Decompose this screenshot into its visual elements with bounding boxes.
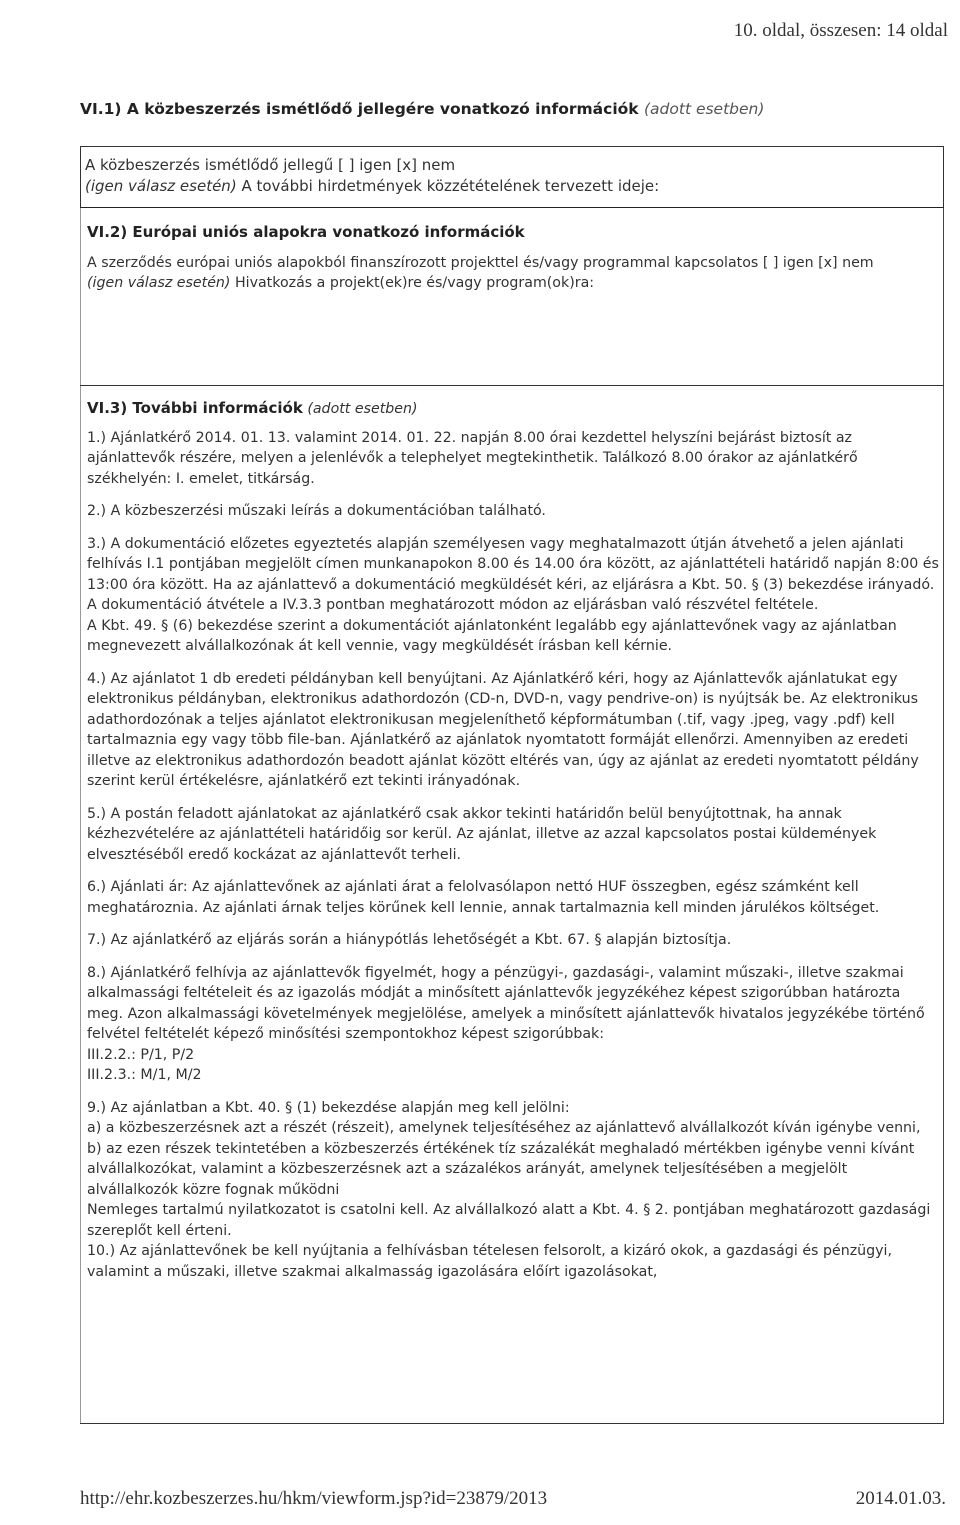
eu-funds-line: A szerződés európai uniós alapokból finanszírozott projekttel és/vagy programmal kapcsolatos [ ] igen [x] nem: [87, 254, 874, 271]
eu-project-ref-text: Hivatkozás a projekt(ek)re és/vagy program(ok)ra:: [230, 275, 595, 291]
section-vi1-title: [80, 100, 764, 118]
next-notices-line: [85, 176, 943, 197]
section-vi2-title: VI.2) Európai uniós alapokra vonatkozó információk: [87, 223, 525, 241]
section-vi2: [87, 222, 939, 294]
section-vi1-title-text: VI.1) A közbeszerzés ismétlődő jellegére vonatkozó információk: [80, 100, 639, 118]
section-divider: [80, 385, 944, 386]
further-info-paragraph: 5.) A postán feladott ajánlatokat az ajánlatkérő csak akkor tekinti határidőn belül benyújtottnak, ha annak kézhezvételére az ajánlattételi határidőig sor kerül. Az ajánlat, illetve az azzal kapcsolatos postai küldemények elvesztéséből eredő kockázat az ajánlattevőt terheli.: [87, 805, 877, 863]
footer-url: http://ehr.kozbeszerzes.hu/hkm/viewform.jsp?id=23879/2013: [80, 1488, 548, 1509]
eu-project-ref-italic: (igen válasz esetén): [87, 275, 231, 291]
recurring-procurement-line: A közbeszerzés ismétlődő jellegű [ ] igen [x] nem: [85, 156, 456, 174]
next-notices-italic: (igen válasz esetén): [85, 177, 237, 195]
section-vi3-title-text: VI.3) További információk: [87, 399, 303, 417]
frame-left-rule: [80, 208, 81, 1423]
section-vi3-title-note: (adott esetben): [307, 401, 418, 417]
further-info-paragraph: 2.) A közbeszerzési műszaki leírás a dokumentációban található.: [87, 503, 546, 519]
eu-project-ref-line: [87, 273, 939, 294]
page-number-header: 10. oldal, összesen: 14 oldal: [733, 20, 948, 41]
frame-right-rule: [943, 208, 944, 1423]
footer-date: 2014.01.03.: [855, 1488, 946, 1509]
further-info-paragraph: 1.) Ajánlatkérő 2014. 01. 13. valamint 2014. 01. 22. napján 8.00 órai kezdettel helyszíni bejárást biztosít az ajánlattevők részére, melyen a jelenlévők a telephelyet megtekinthetik. Találkozó 8.00 órakor az ajánlatkérő székhelyén: I. emelet, titkárság.: [87, 429, 858, 487]
section-vi3: [87, 398, 939, 1294]
further-info-paragraph: 7.) Az ajánlatkérő az eljárás során a hiánypótlás lehetőségét a Kbt. 67. § alapján biztosítja.: [87, 932, 732, 948]
section-vi1-title-note: (adott esetben): [644, 100, 765, 118]
further-info-paragraph: 9.) Az ajánlatban a Kbt. 40. § (1) bekezdése alapján meg kell jelölni: a) a közbeszerzésnek azt a részét (részeit), amelynek teljesítéséhez az ajánlattevő alvállalkozót kíván igénybe venni, b) az ezen részek tekintetében a közbeszerzés értékének tíz százalékát meghaladó mértékben igénybe venni kívánt alvállalkozókat, valamint a közbeszerzésnek azt a százalékos arányát, amelynek teljesítésében a megjelölt alvállalkozók közre fognak működni Nemleges tartalmú nyilatkozatot is csatolni kell. Az alvállalkozó alatt a Kbt. 4. § 2. pontjában meghatározott gazdasági szereplőt kell érteni. 10.) Az ajánlattevőnek be kell nyújtania a felhívásban tételesen felsorolt, a kizáró okok, a gazdasági és pénzügyi, valamint a műszaki, illetve szakmai alkalmasság igazolására előírt igazolásokat,: [87, 1099, 931, 1280]
further-info-paragraph: 8.) Ajánlatkérő felhívja az ajánlattevők figyelmét, hogy a pénzügyi-, gazdasági-, valamint műszaki-, illetve szakmai alkalmassági feltételeit és az igazolás módját a minősített ajánlattevők jegyzékéhez képest szigorúbban határozta meg. Azon alkalmassági követelmények megjelölése, amelyek a minősített ajánlattevők hivatalos jegyzékébe történő felvétel feltételét képező minősítési szempontokhoz képest szigorúbbak: III.2.2.: P/1, P/2 III.2.3.: M/1, M/2: [87, 964, 925, 1083]
further-info-paragraphs: [87, 428, 939, 1283]
section-vi3-title: [87, 398, 939, 420]
further-info-paragraph: 6.) Ajánlati ár: Az ajánlattevőnek az ajánlati árat a felolvasólapon nettó HUF összegben, egész számként kell meghatároznia. Az ajánlati árnak teljes körűnek kell lennie, annak tartalmaznia kell minden járulékos költséget.: [87, 879, 880, 916]
next-notices-text: A további hirdetmények közzétételének tervezett ideje:: [236, 177, 660, 195]
frame-bottom-rule: [80, 1423, 944, 1424]
further-info-paragraph: 4.) Az ajánlatot 1 db eredeti példányban kell benyújtani. Az Ajánlatkérő kéri, hogy az Ajánlattevők ajánlatukat egy elektronikus példányban, elektronikus adathordozón (CD-n, DVD-n, vagy pendrive-on) is nyújtsák be. Az elektronikus adathordozónak a teljes ajánlatot elektronikusan megjeleníthető képformátumban (.tif, vagy .jpeg, vagy .pdf) kell tartalmaznia egy vagy több file-ban. Ajánlatkérő az ajánlatok nyomtatott formáját ellenőrzi. Amennyiben az eredeti illetve az elektronikus adathordozón beadott ajánlat között eltérés van, úgy az ajánlat az eredeti nyomtatott példány szerint kerül értékelésre, ajánlatkérő ezt tekinti irányadónak.: [87, 670, 919, 789]
section-vi1-box: [80, 146, 944, 208]
further-info-paragraph: 3.) A dokumentáció előzetes egyeztetés alapján személyesen vagy meghatalmazott útján átvehető a jelen ajánlati felhívás I.1 pontjában megjelölt címen munkanapokon 8.00 és 14.00 óra között, az ajánlattételi határidő napján 8:00 és 13:00 óra között. Ha az ajánlattevő a dokumentáció megküldését kéri, az eljárásra a Kbt. 50. § (3) bekezdése irányadó. A dokumentáció átvétele a IV.3.3 pontban meghatározott módon az eljárásban való részvétel feltétele. A Kbt. 49. § (6) bekezdése szerint a dokumentációt ajánlatonként legalább egy ajánlattevőnek vagy az ajánlatban megnevezett alvállalkozónak át kell vennie, vagy megküldését írásban kell kérnie.: [87, 535, 939, 654]
